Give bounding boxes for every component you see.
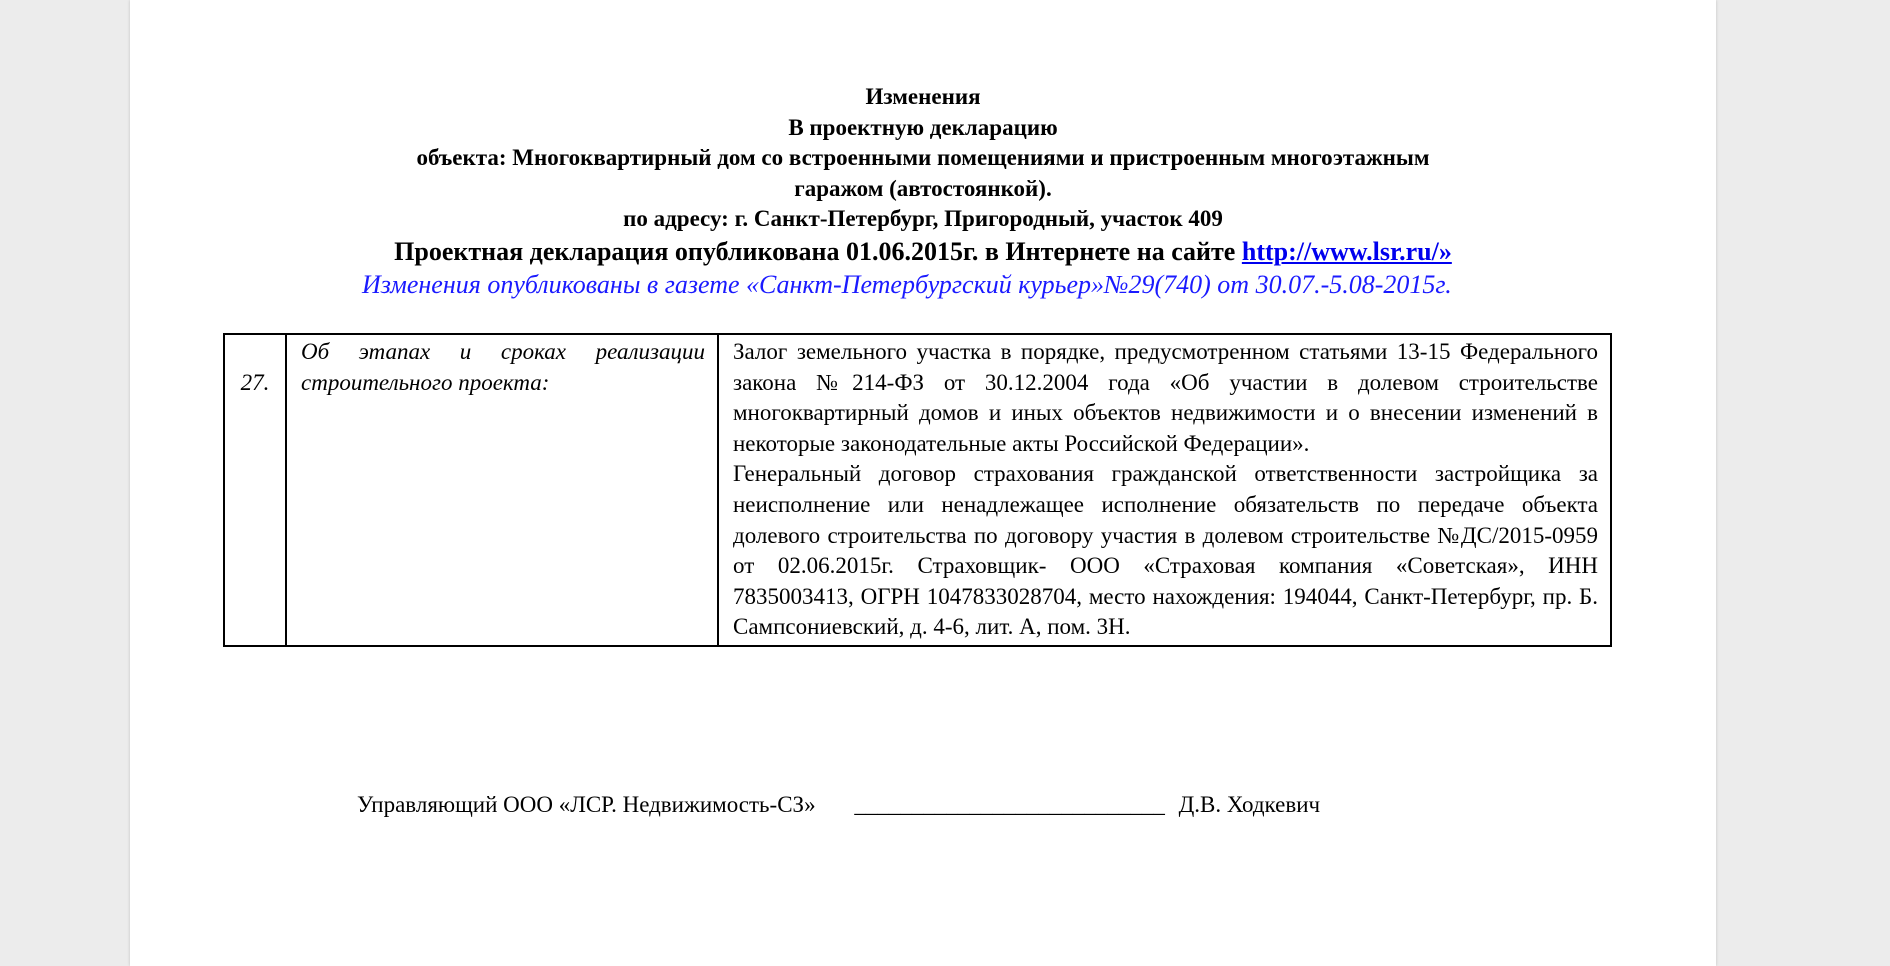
header-line-declaration: В проектную декларацию <box>788 114 1058 140</box>
published-text: Проектная декларация опубликована 01.06.2015г. в Интернете на сайте <box>394 236 1242 266</box>
header-line-object-cont: гаражом (автостоянкой). <box>794 175 1052 201</box>
signature-line: ___________________________ <box>854 792 1165 817</box>
header-line-published <box>130 235 1716 269</box>
signatory-position: Управляющий ООО «ЛСР. Недвижимость-СЗ» <box>357 792 816 817</box>
document-page <box>130 0 1716 966</box>
row-number: 27. <box>224 334 286 646</box>
document-title: Изменения <box>865 84 981 109</box>
changes-note: Изменения опубликованы в газете «Санкт-Петербургский курьер»№29(740) от 30.07.-5.08-2015г. <box>362 270 1452 299</box>
row-content <box>718 334 1611 646</box>
content-paragraph-insurance: Генеральный договор страхования гражданской ответственности застройщика за неисполнение или ненадлежащее исполнение обязательств по передаче объекта долевого строительства по договору участия в долевом строительстве №ДС/2015-0959 от 02.06.2015г. Страховщик- ООО «Страховая компания «Советская», ИНН 7835003413, ОГРН 1047833028704, место нахождения: 194044, Санкт-Петербург, пр. Б. Сампсониевский, д. 4-6, лит. А, пом. 3Н. <box>733 461 1598 640</box>
signatory-name: Д.В. Ходкевич <box>1178 792 1321 817</box>
header-line-address: по адресу: г. Санкт-Петербург, Пригородный, участок 409 <box>623 206 1223 231</box>
row-topic: Об этапах и сроках реализации строительного проекта: <box>286 334 718 646</box>
signature-block <box>357 792 1320 818</box>
website-link[interactable]: http://www.lsr.ru/» <box>1241 236 1452 266</box>
content-paragraph-pledge: Залог земельного участка в порядке, предусмотренном статьями 13-15 Федерального закона №214-ФЗ от 30.12.2004 года «Об участии в долевом строительстве многоквартирный домов и иных объектов недвижимости и о внесении изменений в некоторые законодательные акты Российской Федерации». <box>733 339 1598 456</box>
declaration-table <box>223 333 1612 647</box>
header-line-object: объекта: Многоквартирный дом со встроенными помещениями и пристроенным многоэтажным <box>416 145 1430 170</box>
document-header <box>130 82 1716 269</box>
table-row <box>224 334 1611 646</box>
